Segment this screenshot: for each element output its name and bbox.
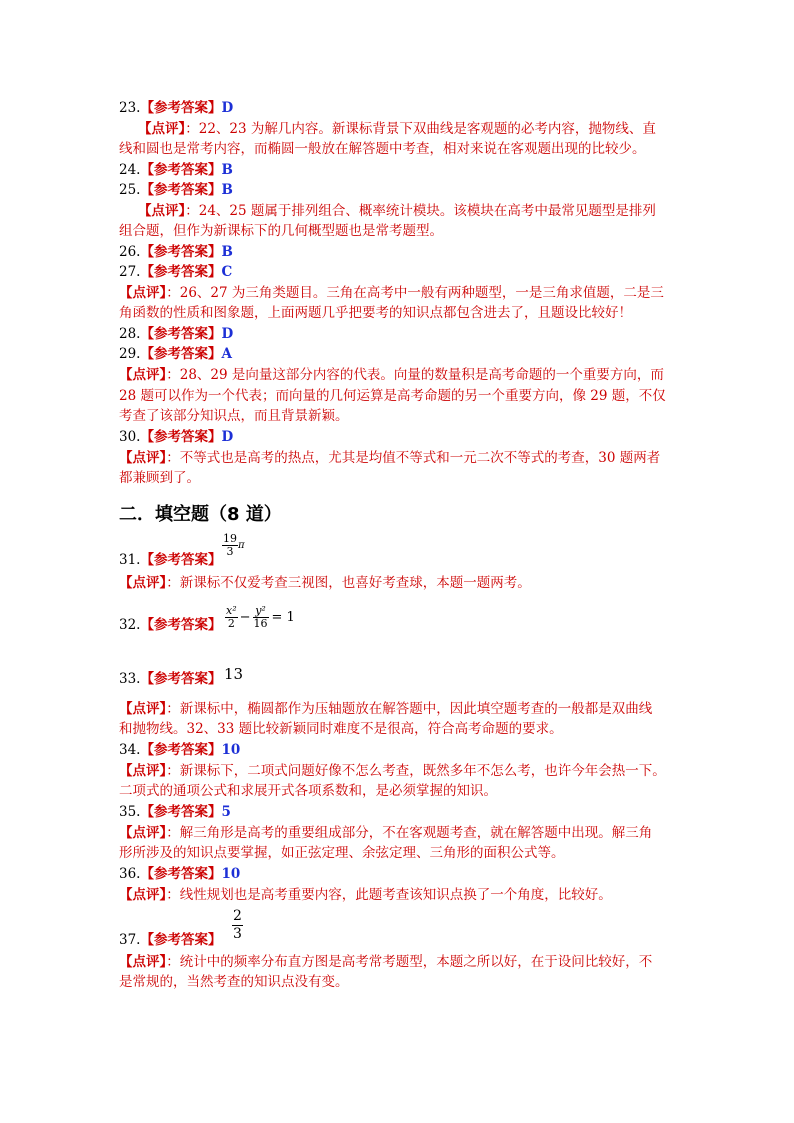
comment-29-line2: 28 题可以作为一个代表；而向量的几何运算是高考命题的另一个重要方向，像 29 题，不仅 bbox=[119, 388, 666, 404]
answer-24: 24.【参考答案】B bbox=[119, 162, 233, 178]
answer-33-value: 13 bbox=[224, 665, 244, 683]
answer-31: 31.【参考答案】 bbox=[119, 552, 222, 568]
section-heading: 二．填空题（8 道） bbox=[119, 504, 282, 525]
fraction-y: $\frac{\text{y²}}{16}$ bbox=[253, 604, 268, 630]
fraction-x: $\frac{\text{x²}}{2}$ bbox=[226, 604, 237, 630]
comment-33-line2: 和抛物线。32、33 题比较新颖同时难度不是很高，符合高考命题的要求。 bbox=[119, 721, 563, 737]
comment-34-line2: 二项式的通项公式和求展开式各项系数和，是必须掌握的知识。 bbox=[119, 783, 497, 799]
answer-29: 29.【参考答案】A bbox=[119, 346, 232, 362]
comment-36-line1: 【点评】：线性规划也是高考重要内容，此题考查该知识点换了一个角度，比较好。 bbox=[119, 887, 612, 903]
comment-29-line1: 【点评】：28、29 是向量这部分内容的代表。向量的数量积是高考命题的一个重要方向，而 bbox=[119, 367, 664, 383]
comment-35-line2: 形所涉及的知识点要掌握，如正弦定理、余弦定理、三角形的面积公式等。 bbox=[119, 845, 565, 861]
comment-27-line1: 【点评】：26、27 为三角类题目。三角在高考中一般有两种题型，一是三角求值题，二是三 bbox=[119, 285, 664, 301]
answer-26: 26.【参考答案】B bbox=[119, 244, 233, 260]
comment-23-line1: 【点评】：22、23 为解几内容。新课标背景下双曲线是客观题的必考内容，抛物线、直 bbox=[138, 121, 656, 137]
comment-27-line2: 角函数的性质和图象题，上面两题几乎把要考的知识点都包含进去了，且题设比较好！ bbox=[119, 305, 632, 321]
answer-31-formula: $\frac{19}{3}$ π bbox=[223, 532, 245, 558]
comment-30-line2: 都兼顾到了。 bbox=[119, 470, 200, 486]
answer-25: 25.【参考答案】B bbox=[119, 182, 233, 198]
answer-36: 36.【参考答案】10 bbox=[119, 866, 241, 882]
comment-35-line1: 【点评】：解三角形是高考的重要组成部分，不在客观题考查，就在解答题中出现。解三角 bbox=[119, 825, 653, 841]
comment-37-line1: 【点评】：统计中的频率分布直方图是高考常考题型，本题之所以好，在于设问比较好，不 bbox=[119, 954, 653, 970]
comment-29-line3: 考查了该部分知识点，而且背景新颖。 bbox=[119, 408, 349, 424]
comment-23-line2: 线和圆也是常考内容，而椭圆一般放在解答题中考查，相对来说在客观题出现的比较少。 bbox=[119, 141, 646, 157]
fraction: $\frac{2}{3}$ bbox=[233, 908, 242, 942]
answer-33: 33.【参考答案】 bbox=[119, 671, 222, 687]
answer-32-formula: $\frac{\text{x²}}{2}$ − $\frac{\text{y²}}{16}$ = 1 bbox=[226, 604, 295, 630]
answer-35: 35.【参考答案】5 bbox=[119, 804, 231, 820]
answer-28: 28.【参考答案】D bbox=[119, 326, 234, 342]
comment-37-line2: 是常规的，当然考查的知识点没有变。 bbox=[119, 974, 349, 990]
comment-34-line1: 【点评】：新课标下，二项式问题好像不怎么考查，既然多年不怎么考，也许今年会热一下。 bbox=[119, 763, 666, 779]
answer-37-formula bbox=[232, 908, 243, 943]
answer-27: 27.【参考答案】C bbox=[119, 264, 233, 280]
answer-37: 37.【参考答案】 bbox=[119, 932, 222, 948]
comment-33-line1: 【点评】：新课标中，椭圆都作为压轴题放在解答题中，因此填空题考查的一般都是双曲线 bbox=[119, 701, 653, 717]
answer-34: 34.【参考答案】10 bbox=[119, 742, 241, 758]
comment-30-line1: 【点评】：不等式也是高考的热点，尤其是均值不等式和一元二次不等式的考查，30 题两者 bbox=[119, 450, 661, 466]
answer-23: 23.【参考答案】D bbox=[119, 100, 234, 116]
comment-25-line2: 组合题，但作为新课标下的几何概型题也是常考题型。 bbox=[119, 223, 443, 239]
comment-25-line1: 【点评】：24、25 题属于排列组合、概率统计模块。该模块在高考中最常见题型是排列 bbox=[138, 203, 656, 219]
fraction: $\frac{19}{3}$ bbox=[223, 532, 237, 558]
answer-30: 30.【参考答案】D bbox=[119, 429, 234, 445]
comment-31-line1: 【点评】：新课标不仅爱考查三视图，也喜好考查球，本题一题两考。 bbox=[119, 575, 531, 591]
answer-32: 32.【参考答案】 bbox=[119, 617, 222, 633]
